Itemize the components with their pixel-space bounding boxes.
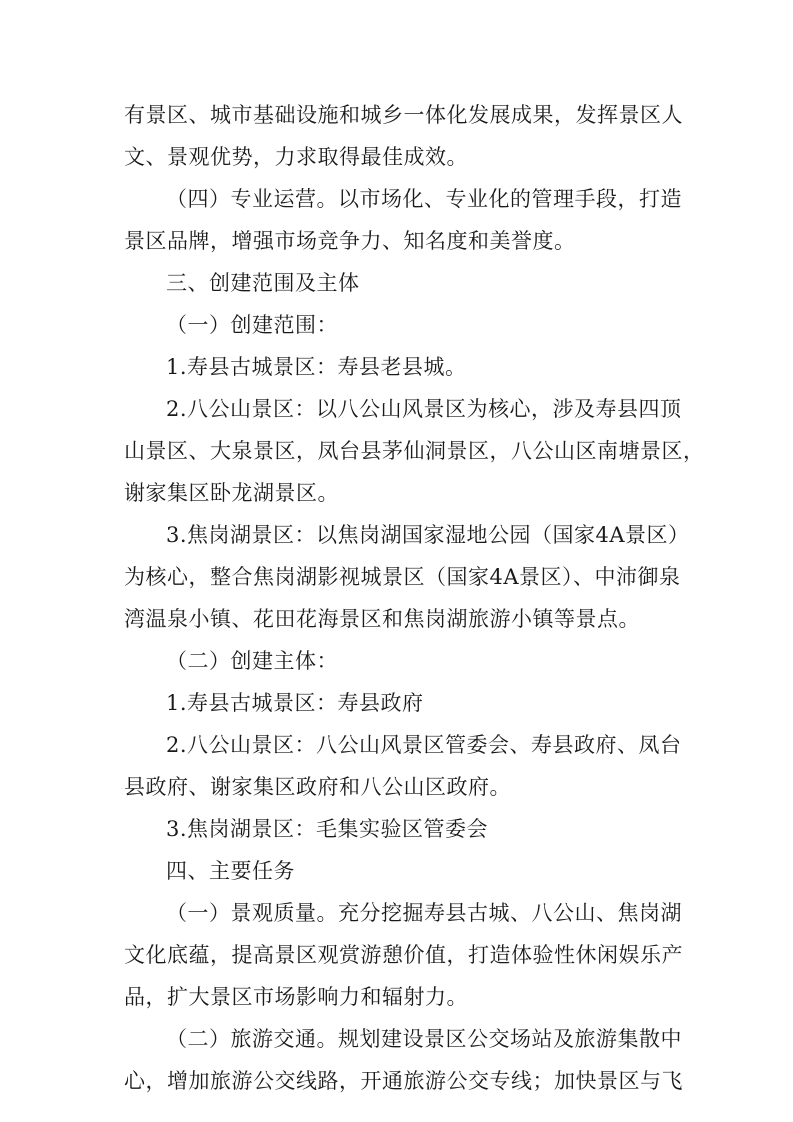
paragraph-line: （一）景观质量。充分挖掘寿县古城、八公山、焦岗湖 <box>166 901 682 925</box>
paragraph-line: 文化底蕴，提高景区观赏游憩价值，打造体验性休闲娱乐产 <box>124 943 683 967</box>
subsection-heading: （二）创建主体： <box>166 649 338 673</box>
paragraph-line: 文、景观优势，力求取得最佳成效。 <box>124 145 468 169</box>
list-item: 3.焦岗湖景区：以焦岗湖国家湿地公园（国家4A景区） <box>166 523 690 547</box>
paragraph-line: （二）旅游交通。规划建设景区公交场站及旅游集散中 <box>166 1027 682 1051</box>
paragraph-line: （四）专业运营。以市场化、专业化的管理手段，打造 <box>166 187 682 211</box>
paragraph-line: 山景区、大泉景区，凤台县茅仙洞景区，八公山区南塘景区， <box>124 439 705 463</box>
paragraph-line: 县政府、谢家集区政府和八公山区政府。 <box>124 775 511 799</box>
paragraph-line: 心，增加旅游公交线路，开通旅游公交专线；加快景区与飞 <box>124 1069 683 1093</box>
list-item: 2.八公山景区：八公山风景区管委会、寿县政府、凤台 <box>166 733 682 757</box>
paragraph-line: 湾温泉小镇、花田花海景区和焦岗湖旅游小镇等景点。 <box>124 607 640 631</box>
list-item: 1.寿县古城景区：寿县政府 <box>166 691 424 715</box>
section-heading: 三、创建范围及主体 <box>166 271 360 295</box>
paragraph-line: 有景区、城市基础设施和城乡一体化发展成果，发挥景区人 <box>124 103 683 127</box>
paragraph-line: 品，扩大景区市场影响力和辐射力。 <box>124 985 468 1009</box>
list-item: 1.寿县古城景区：寿县老县城。 <box>166 355 467 379</box>
subsection-heading: （一）创建范围： <box>166 313 338 337</box>
section-heading: 四、主要任务 <box>166 859 295 883</box>
list-item: 3.焦岗湖景区：毛集实验区管委会 <box>166 817 489 841</box>
paragraph-line: 谢家集区卧龙湖景区。 <box>124 481 339 505</box>
paragraph-line: 景区品牌，增强市场竞争力、知名度和美誉度。 <box>124 229 576 253</box>
paragraph-line: 为核心，整合焦岗湖影视城景区（国家4A景区）、中沛御泉 <box>124 565 681 589</box>
list-item: 2.八公山景区：以八公山风景区为核心，涉及寿县四顶 <box>166 397 682 421</box>
